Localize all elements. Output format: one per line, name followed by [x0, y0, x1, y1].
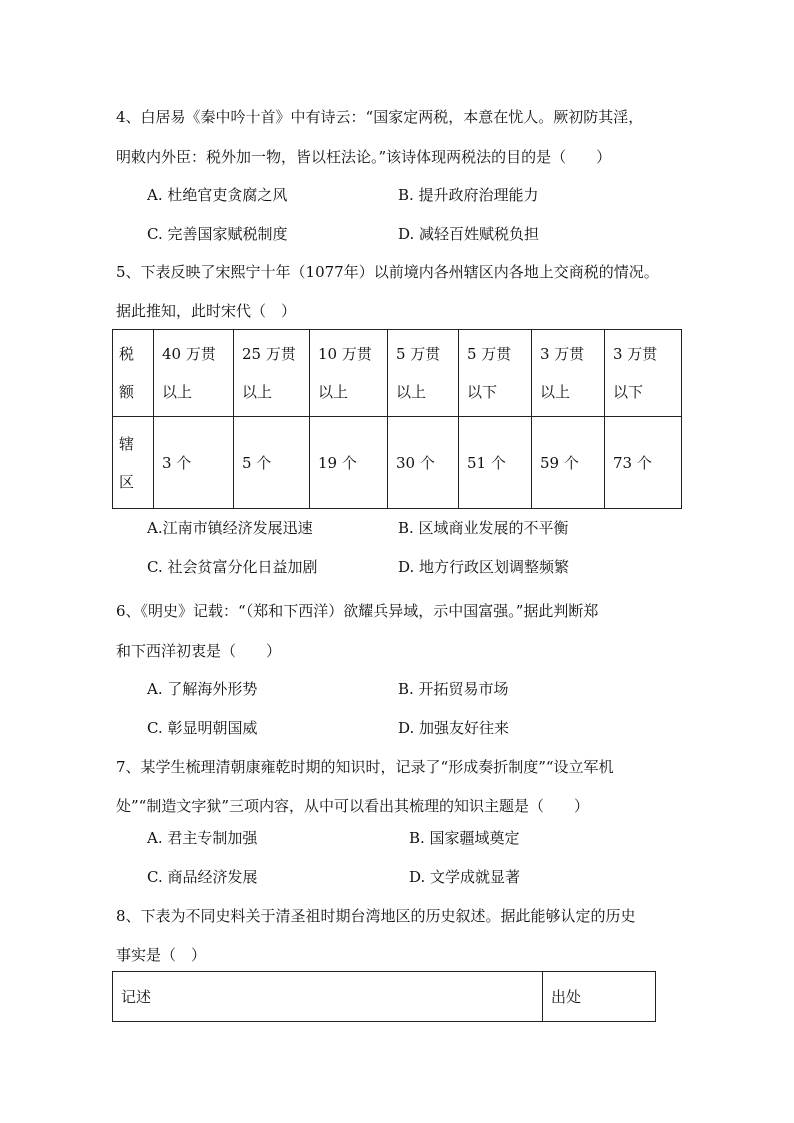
table-cell: 5 个 [234, 417, 310, 509]
table-cell: 30 个 [388, 417, 459, 509]
table-cell: 10 万贯 以上 [310, 330, 388, 417]
q7-option-b: B. 国家疆域奠定 [409, 829, 520, 847]
q7-option-d: D. 文学成就显著 [409, 868, 521, 886]
q6-stem-line2: 和下西洋初衷是（ ） [116, 642, 282, 660]
q4-stem-line2: 明敕内外臣：税外加一物，皆以枉法论。”该诗体现两税法的目的是（ ） [116, 148, 612, 166]
source-table [112, 971, 656, 1022]
q7-option-c: C. 商品经济发展 [147, 868, 258, 886]
table-cell: 25 万贯 以上 [234, 330, 310, 417]
tax-table [112, 329, 682, 509]
table-cell: 19 个 [310, 417, 388, 509]
q6-option-d: D. 加强友好往来 [398, 719, 510, 737]
q5-stem-line1: 5、下表反映了宋熙宁十年（1077年）以前境内各州辖区内各地上交商税的情况。 [116, 263, 659, 281]
table-header-cell: 辖 区 [113, 417, 154, 509]
table-cell: 5 万贯 以上 [388, 330, 459, 417]
q4-option-b: B. 提升政府治理能力 [398, 186, 539, 204]
table-cell: 59 个 [532, 417, 605, 509]
q6-option-b: B. 开拓贸易市场 [398, 680, 509, 698]
q5-option-c: C. 社会贫富分化日益加剧 [147, 558, 318, 576]
q6-option-a: A. 了解海外形势 [147, 680, 258, 698]
q8-stem-line1: 8、下表为不同史料关于清圣祖时期台湾地区的历史叙述。据此能够认定的历史 [116, 907, 636, 925]
table-cell: 3 万贯 以下 [605, 330, 682, 417]
q7-stem-line2: 处”“制造文字狱”三项内容，从中可以看出其梳理的知识主题是（ ） [116, 797, 590, 815]
table-cell: 5 万贯 以下 [459, 330, 532, 417]
table-cell: 51 个 [459, 417, 532, 509]
q4-option-c: C. 完善国家赋税制度 [147, 225, 288, 243]
table-cell: 73 个 [605, 417, 682, 509]
table-cell: 3 个 [154, 417, 234, 509]
q5-option-b: B. 区域商业发展的不平衡 [398, 519, 569, 537]
tax-table-row-districts [113, 417, 682, 509]
q7-option-a: A. 君主专制加强 [147, 829, 258, 847]
table-header-source: 出处 [543, 972, 656, 1022]
q8-stem-line2: 事实是（ ） [116, 946, 207, 964]
q5-stem-line2: 据此推知，此时宋代（ ） [116, 302, 297, 320]
q5-option-a: A.江南市镇经济发展迅速 [147, 519, 313, 537]
q4-option-d: D. 减轻百姓赋税负担 [398, 225, 540, 243]
q6-stem-line1: 6、《明史》记载：“（郑和下西洋）欲耀兵异域，示中国富强。”据此判断郑 [116, 602, 599, 620]
table-cell: 3 万贯 以上 [532, 330, 605, 417]
q4-option-a: A. 杜绝官吏贪腐之风 [147, 186, 288, 204]
tax-table-row-amount [113, 330, 682, 417]
q6-option-c: C. 彰显明朝国威 [147, 719, 258, 737]
table-cell: 40 万贯 以上 [154, 330, 234, 417]
q7-stem-line1: 7、某学生梳理清朝康雍乾时期的知识时，记录了“形成奏折制度”“设立军机 [116, 758, 614, 776]
q5-option-d: D. 地方行政区划调整频繁 [398, 558, 570, 576]
table-header-record: 记述 [113, 972, 543, 1022]
q4-stem-line1: 4、白居易《秦中吟十首》中有诗云：“国家定两税，本意在忧人。厥初防其淫， [116, 108, 644, 126]
table-header-cell: 税 额 [113, 330, 154, 417]
